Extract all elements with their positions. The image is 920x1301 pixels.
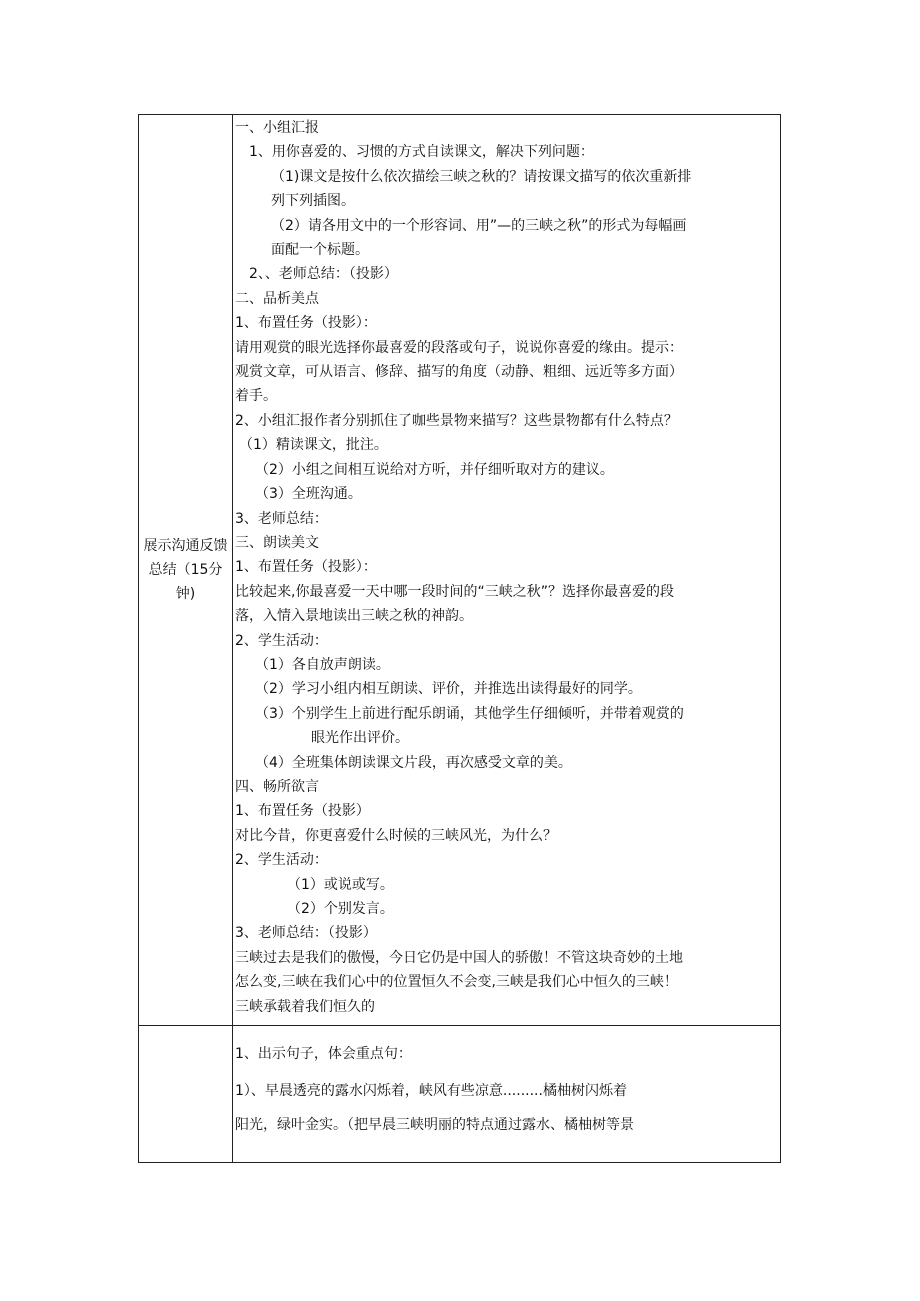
stage-label-cell bbox=[139, 115, 233, 1026]
content-line: 1、布置任务（投影）： bbox=[235, 559, 377, 576]
content-line: 2、学生活动： bbox=[235, 632, 328, 649]
content-line: 面配一个标题。 bbox=[271, 242, 369, 259]
content-line: 2、小组汇报作者分别抓住了咖些景物来描写？这些景物都有什么特点？ bbox=[235, 412, 678, 429]
content-line: 列下列插图。 bbox=[271, 193, 355, 210]
content-line: 2、、老师总结：（投影） bbox=[249, 266, 398, 283]
content-line: （1）各自放声朗读。 bbox=[255, 656, 390, 673]
content-line: 观赏文章，可从语言、修辞、描写的角度（动静、粗细、远近等多方面） bbox=[235, 364, 683, 381]
content-line: （2）请各用文中的一个形容词、用”—的三峡之秋”的形式为每幅画 bbox=[271, 217, 687, 234]
content-line: 怎么变,三峡在我们心中的位置恒久不会变,三峡是我们心中恒久的三峡！ bbox=[235, 974, 678, 991]
stage-content-cell bbox=[233, 115, 781, 1026]
content-line: （3）个别学生上前进行配乐朗诵，其他学生仔细倾听，并带着观赏的 bbox=[255, 705, 684, 722]
content-line: 落，入情入景地读出三峡之秋的神韵。 bbox=[235, 608, 473, 625]
table-row bbox=[139, 115, 781, 1026]
content-line: 眼光作出评价。 bbox=[311, 730, 409, 747]
lesson-plan-table bbox=[138, 114, 781, 1163]
table-row bbox=[139, 1026, 781, 1163]
content-line: 着手。 bbox=[235, 388, 277, 405]
section-heading: 四、畅所欲言 bbox=[235, 778, 319, 795]
content-line: 1、布置任务（投影） bbox=[235, 803, 370, 820]
content-line: 三峡过去是我们的傲慢，今日它仍是中国人的骄傲！不管这块奇妙的土地 bbox=[235, 949, 683, 966]
stage-label: 展示沟通反馈总结（15分钟) bbox=[143, 538, 228, 603]
content-line: 请用观赏的眼光选择你最喜爱的段落或句子，说说你喜爱的缘由。提示： bbox=[235, 339, 683, 356]
content-line: （4）全班集体朗读课文片段，再次感受文章的美。 bbox=[255, 754, 572, 771]
content-line: （1）或说或写。 bbox=[287, 876, 394, 893]
content-line: 对比今昔，你更喜爱什么时候的三峡风光，为什么？ bbox=[235, 827, 557, 844]
section-heading: 二、品析美点 bbox=[235, 290, 319, 307]
section-heading: 三、朗读美文 bbox=[235, 534, 319, 551]
content-line: 三峡承载着我们恒久的 bbox=[235, 998, 375, 1015]
content-line: （1）精读课文，批注。 bbox=[239, 437, 388, 454]
content-line: 阳光，绿叶金实。（把早晨三峡明丽的特点通过露水、橘柚树等景 bbox=[235, 1117, 634, 1134]
content-line: 1、用你喜爱的、习惯的方式自读课文，解决下列问题： bbox=[249, 144, 594, 161]
content-line: （1)课文是按什么依次描绘三峡之秋的？请按课文描写的依次重新排 bbox=[271, 168, 692, 185]
stage-label-cell bbox=[139, 1026, 233, 1163]
content-line: 1、布置任务（投影）： bbox=[235, 315, 377, 332]
content-line: 3、老师总结：（投影） bbox=[235, 925, 377, 942]
content-line: （2）个别发言。 bbox=[287, 901, 394, 917]
content-line: 2、学生活动： bbox=[235, 852, 328, 869]
content-line: （2）学习小组内相互朗读、评价，并推选出读得最好的同学。 bbox=[255, 681, 642, 698]
content-line: 1）、早晨透亮的露水闪烁着，峡风有些凉意.........橘柚树闪烁着 bbox=[235, 1083, 627, 1100]
content-line: （2）小组之间相互说给对方听，并仔细听取对方的建议。 bbox=[255, 461, 614, 478]
content-line: 3、老师总结： bbox=[235, 510, 328, 527]
content-line: 比较起来,你最喜爱一天中哪一段时间的“三峡之秋”？选择你最喜爱的段 bbox=[235, 583, 674, 600]
section-heading: 一、小组汇报 bbox=[235, 120, 319, 136]
content-line: 1、出示句子，体会重点句： bbox=[235, 1046, 412, 1063]
content-line: （3）全班沟通。 bbox=[255, 486, 362, 503]
stage-content-cell bbox=[233, 1026, 781, 1163]
